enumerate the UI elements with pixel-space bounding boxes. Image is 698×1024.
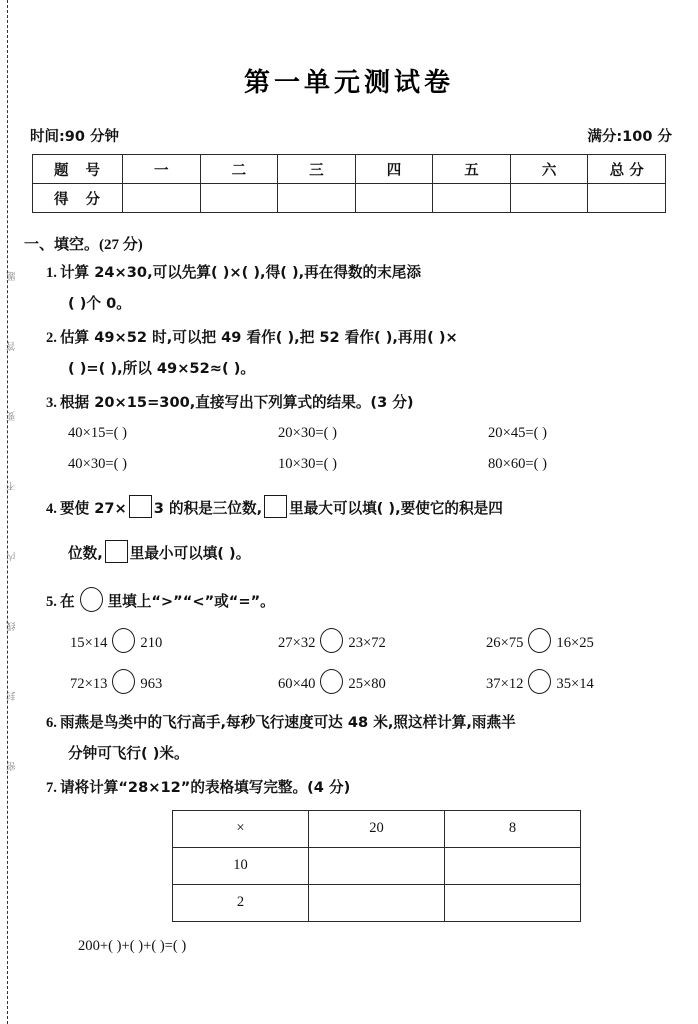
score-table-header-cell: 六 (510, 155, 588, 184)
exam-meta-row (30, 125, 672, 146)
question-6-line-1 (46, 713, 698, 731)
table-row (33, 155, 666, 184)
expression-item: 20×30=( ) (278, 424, 338, 441)
question-3-prompt (46, 396, 698, 411)
question-5-row-1 (70, 628, 698, 653)
comparison-right: 963 (140, 675, 163, 692)
expression-item: 10×30=( ) (278, 455, 338, 472)
question-5 (46, 587, 698, 612)
question-text: 请将计算“28×12”的表格填写完整。(4 分) (59, 779, 351, 797)
question-text: 估算 49×52 时,可以把 49 看作( ),把 52 看作( ),再用( )× (59, 329, 458, 347)
mul-table-row-label: 2 (173, 884, 309, 921)
answer-circle[interactable] (320, 669, 343, 694)
seal-char: 封 (6, 689, 16, 701)
comparison-left: 27×32 (278, 634, 316, 651)
question-7-tail-equation: 200+( )+( )+( )=( ) (78, 937, 187, 954)
comparison-item (278, 628, 486, 653)
mul-table-row-label: 10 (173, 847, 309, 884)
score-table-header-cell: 三 (278, 155, 356, 184)
answer-circle[interactable] (320, 628, 343, 653)
comparison-left: 15×14 (70, 634, 108, 651)
question-text: 位数, (68, 544, 103, 562)
question-text: 在 (59, 592, 75, 610)
seal-char: 不 (6, 479, 16, 491)
answer-circle[interactable] (528, 669, 551, 694)
section-points: (27 分) (99, 237, 143, 253)
seal-char: 密 (6, 759, 16, 771)
full-score-label: 满分:100 分 (587, 129, 672, 145)
score-table-row-label: 题 号 (33, 155, 123, 184)
comparison-left: 37×12 (486, 675, 524, 692)
comparison-left: 26×75 (486, 634, 524, 651)
answer-box[interactable] (105, 540, 128, 563)
answer-circle[interactable] (112, 628, 135, 653)
seal-vertical-text (0, 240, 22, 800)
comparison-right: 35×14 (556, 675, 594, 692)
question-text: 里最大可以填( ),要使它的积是四 (289, 499, 503, 517)
mul-table-answer-cell[interactable] (445, 884, 581, 921)
table-row (173, 847, 581, 884)
question-number: 1. (46, 265, 57, 281)
score-table-header-cell: 二 (200, 155, 278, 184)
score-entry-cell[interactable] (433, 184, 511, 213)
seal-char: 题 (6, 269, 16, 281)
score-entry-cell[interactable] (510, 184, 588, 213)
page-title: 第一单元测试卷 (243, 68, 454, 98)
score-entry-cell[interactable] (355, 184, 433, 213)
table-row (173, 884, 581, 921)
answer-box[interactable] (129, 495, 152, 518)
question-7-prompt (46, 781, 698, 796)
seal-char: 内 (6, 549, 16, 561)
score-table-header-cell: 总 分 (588, 155, 666, 184)
mul-table-answer-cell[interactable] (445, 847, 581, 884)
table-row (173, 810, 581, 847)
score-table-header-cell: 五 (433, 155, 511, 184)
score-entry-cell[interactable] (588, 184, 666, 213)
question-text: 3 的积是三位数, (153, 499, 263, 517)
comparison-item (486, 628, 694, 653)
question-number: 6. (46, 714, 57, 731)
score-table-header-cell: 四 (355, 155, 433, 184)
comparison-item (70, 669, 278, 694)
score-entry-cell[interactable] (123, 184, 201, 213)
time-limit-label: 时间:90 分钟 (30, 129, 120, 145)
mul-table-answer-cell[interactable] (309, 847, 445, 884)
score-entry-cell[interactable] (278, 184, 356, 213)
comparison-right: 210 (140, 634, 163, 651)
question-number: 5. (46, 593, 57, 610)
question-4 (46, 495, 698, 563)
question-6 (46, 713, 698, 762)
comparison-right: 25×80 (348, 675, 386, 692)
question-6-line-2: 分钟可飞行( )米。 (68, 744, 189, 762)
mul-table-header-cell: 8 (445, 810, 581, 847)
question-text: 要使 27× (59, 499, 127, 517)
multiplication-grid-table (172, 810, 581, 922)
question-number: 4. (46, 500, 57, 517)
seal-char: 要 (6, 409, 16, 421)
answer-circle[interactable] (80, 587, 103, 612)
comparison-right: 16×25 (556, 634, 594, 651)
question-4-line-2 (46, 540, 698, 563)
question-text: 雨燕是鸟类中的飞行高手,每秒飞行速度可达 48 米,照这样计算,雨燕半 (59, 713, 516, 731)
seal-char: 答 (6, 339, 16, 351)
comparison-item (70, 628, 278, 653)
expression-item: 20×45=( ) (488, 424, 548, 441)
mul-table-operator-cell: × (173, 810, 309, 847)
question-text: 里最小可以填( )。 (129, 544, 251, 562)
question-4-line-1 (46, 495, 698, 518)
question-text: 根据 20×15=300,直接写出下列算式的结果。(3 分) (59, 394, 414, 412)
table-row (33, 184, 666, 213)
score-entry-cell[interactable] (200, 184, 278, 213)
question-5-row-2 (70, 669, 698, 694)
section-heading-fill-in-blank (24, 233, 698, 254)
section-title: 一、填空。 (24, 235, 100, 253)
question-5-prompt (46, 587, 698, 612)
answer-circle[interactable] (528, 628, 551, 653)
question-2 (46, 331, 698, 376)
mul-table-answer-cell[interactable] (309, 884, 445, 921)
question-1 (46, 266, 698, 311)
comparison-left: 60×40 (278, 675, 316, 692)
question-2-line-2: ( )=( ),所以 49×52≈( )。 (68, 359, 255, 377)
expression-item: 40×30=( ) (68, 455, 128, 472)
question-2-line-1 (46, 331, 698, 346)
comparison-item (486, 669, 694, 694)
seal-char: 线 (6, 619, 16, 631)
comparison-left: 72×13 (70, 675, 108, 692)
question-number: 2. (46, 330, 57, 347)
score-table-row-label: 得 分 (33, 184, 123, 213)
question-7 (46, 781, 698, 796)
question-3 (46, 396, 698, 411)
question-number: 3. (46, 395, 57, 412)
question-number: 7. (46, 780, 57, 797)
comparison-right: 23×72 (348, 634, 386, 651)
score-summary-table (32, 154, 666, 213)
question-text: 计算 24×30,可以先算( )×( ),得( ),再在得数的末尾添 (59, 264, 421, 281)
question-3-row-2 (68, 456, 698, 473)
expression-item: 80×60=( ) (488, 455, 548, 472)
answer-box[interactable] (264, 495, 287, 518)
question-1-line-1 (46, 266, 698, 281)
score-table-header-cell: 一 (123, 155, 201, 184)
question-text: 里填上“>”“<”或“=”。 (107, 592, 275, 610)
comparison-item (278, 669, 486, 694)
expression-item: 40×15=( ) (68, 424, 128, 441)
question-1-line-2: ( )个 0。 (68, 294, 131, 312)
answer-circle[interactable] (112, 669, 135, 694)
question-3-row-1 (68, 425, 698, 442)
mul-table-header-cell: 20 (309, 810, 445, 847)
